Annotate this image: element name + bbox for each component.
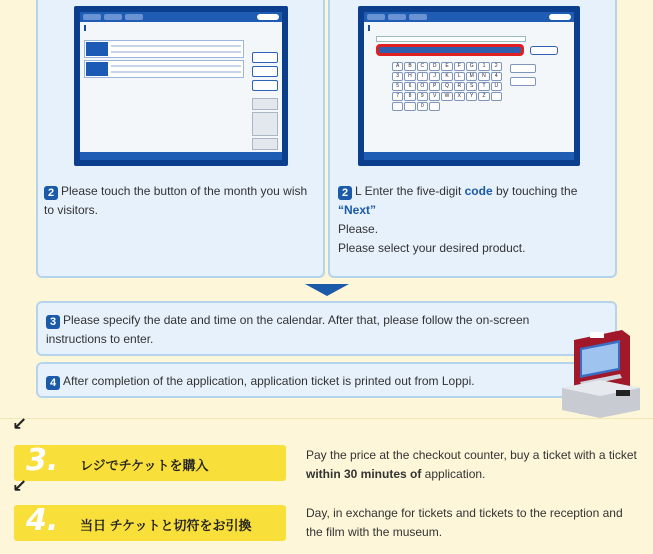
- step-4-panel: [36, 362, 617, 398]
- next-page-button[interactable]: [252, 138, 278, 150]
- stage-4-description: Day, in exchange for tickets and tickets to the reception and the film with the museum.: [306, 506, 623, 539]
- screen-title-bar: [368, 25, 570, 31]
- keyboard-key[interactable]: 6: [404, 82, 415, 91]
- keyboard-key[interactable]: J: [429, 72, 440, 81]
- month-button-1[interactable]: [252, 52, 278, 63]
- screen-footer-bar: [80, 152, 282, 160]
- next-word: “Next”: [338, 203, 377, 217]
- product-line: [111, 51, 241, 53]
- keyboard-key[interactable]: 0: [417, 102, 428, 111]
- keyboard-key[interactable]: 1: [478, 62, 489, 71]
- back-button-icon: [367, 14, 385, 20]
- back-button-icon: [83, 14, 101, 20]
- keyboard-key[interactable]: X: [454, 92, 465, 101]
- step-3-instruction: [46, 311, 586, 349]
- top-button-icon: [409, 14, 427, 20]
- keyboard-key[interactable]: 5: [392, 82, 403, 91]
- stage-label: レジでチケットを購入: [80, 458, 209, 473]
- keyboard-key[interactable]: 7: [392, 92, 403, 101]
- keyboard-key[interactable]: P: [429, 82, 440, 91]
- keyboard-key[interactable]: C: [417, 62, 428, 71]
- keyboard-key[interactable]: E: [441, 62, 452, 71]
- product-option-2[interactable]: [84, 60, 244, 78]
- loppi-screen-product-list: [74, 6, 288, 166]
- keyboard-key[interactable]: I: [417, 72, 428, 81]
- desc-pre: Pay the price at the checkout counter, buy a ticket with a ticket: [306, 448, 637, 462]
- keyboard-key[interactable]: L: [454, 72, 465, 81]
- keyboard-key[interactable]: A: [392, 62, 403, 71]
- step-2-code-instruction: [338, 182, 613, 258]
- code-input-field[interactable]: [376, 44, 524, 56]
- keyboard-key[interactable]: H: [404, 72, 415, 81]
- product-line: [111, 71, 241, 73]
- step-number-badge: 2: [44, 186, 58, 200]
- page-indicator: [252, 112, 278, 136]
- keyboard-key[interactable]: N: [478, 72, 489, 81]
- keyboard-key[interactable]: V: [429, 92, 440, 101]
- step-text-prefix: L Enter the five-digit: [355, 184, 465, 198]
- keyboard-key[interactable]: W: [441, 92, 452, 101]
- step-text-mid: by touching the: [492, 184, 578, 198]
- screen-subtitle-bar: [86, 32, 276, 37]
- stage-3-header: [14, 445, 286, 481]
- month-button-2[interactable]: [252, 66, 278, 77]
- month-button-3[interactable]: [252, 80, 278, 91]
- product-tag-icon: [86, 42, 108, 56]
- step-panel-month: [36, 0, 325, 278]
- help-button-icon: [549, 14, 571, 20]
- top-button-icon: [125, 14, 143, 20]
- keyboard-key[interactable]: G: [466, 62, 477, 71]
- screen-footer-bar: [364, 152, 574, 160]
- stage-number: 4.: [26, 503, 59, 538]
- keyboard-key[interactable]: S: [466, 82, 477, 91]
- desc-bold: within 30 minutes of: [306, 467, 422, 481]
- keyboard-key[interactable]: [429, 102, 440, 111]
- search-note-bar: [376, 36, 526, 42]
- keyboard-key[interactable]: K: [441, 72, 452, 81]
- keyboard-key[interactable]: 4: [491, 72, 502, 81]
- desc-post: application.: [421, 467, 486, 481]
- code-keyboard: [392, 62, 502, 111]
- keyboard-key[interactable]: O: [417, 82, 428, 91]
- stage-4-header: [14, 505, 286, 541]
- step-number-badge: 3: [46, 315, 60, 329]
- menu-button-icon: [104, 14, 122, 20]
- keyboard-key[interactable]: R: [454, 82, 465, 91]
- code-word: code: [464, 184, 493, 198]
- keyboard-key[interactable]: [392, 102, 403, 111]
- screen-title-bar: [84, 25, 278, 31]
- keyboard-key[interactable]: Y: [466, 92, 477, 101]
- prev-page-button[interactable]: [252, 98, 278, 110]
- loppi-machine-icon: [560, 326, 642, 418]
- step-panel-code: [328, 0, 617, 278]
- keyboard-key[interactable]: [404, 102, 415, 111]
- clear-all-button[interactable]: [510, 77, 536, 86]
- step-text-line3: Please select your desired product.: [338, 241, 526, 255]
- product-line: [111, 65, 241, 67]
- curl-arrow-icon: ↙: [12, 476, 28, 496]
- keyboard-key[interactable]: 9: [417, 92, 428, 101]
- keyboard-key[interactable]: [491, 92, 502, 101]
- keyboard-key[interactable]: Q: [441, 82, 452, 91]
- help-button-icon: [257, 14, 279, 20]
- keyboard-key[interactable]: M: [466, 72, 477, 81]
- step-number-badge: 4: [46, 376, 60, 390]
- menu-button-icon: [388, 14, 406, 20]
- product-tag-icon: [86, 62, 108, 76]
- keyboard-key[interactable]: 8: [404, 92, 415, 101]
- product-line: [111, 45, 241, 47]
- keyboard-side-buttons: [510, 64, 536, 86]
- stage-3-description: [306, 446, 641, 484]
- step-2-month-instruction: [44, 182, 314, 220]
- next-button[interactable]: [530, 46, 558, 55]
- step-number-badge: 2: [338, 186, 352, 200]
- keyboard-key[interactable]: D: [429, 62, 440, 71]
- keyboard-key[interactable]: B: [404, 62, 415, 71]
- down-arrow-icon: [305, 284, 349, 296]
- loppi-screen-code-search: [358, 6, 580, 166]
- step-4-instruction: [46, 372, 566, 391]
- delete-one-button[interactable]: [510, 64, 536, 73]
- stage-number: 3.: [26, 443, 59, 478]
- step-text: After completion of the application, application ticket is printed out from Loppi.: [63, 374, 475, 388]
- curl-arrow-icon: ↙: [12, 414, 28, 434]
- step-text: Please specify the date and time on the calendar. After that, please follow the on-screen instructions to enter.: [46, 313, 530, 346]
- keyboard-key[interactable]: F: [454, 62, 465, 71]
- screen-header-bar: [364, 12, 574, 22]
- stage-label: 当日 チケットと切符をお引換: [80, 518, 252, 533]
- step-text-line2: Please.: [338, 222, 379, 236]
- step-3-panel: [36, 301, 617, 356]
- keyboard-key[interactable]: U: [491, 82, 502, 91]
- keyboard-key[interactable]: T: [478, 82, 489, 91]
- step-text: Please touch the button of the month you wish to visitors.: [44, 184, 308, 217]
- keyboard-key[interactable]: 2: [491, 62, 502, 71]
- keyboard-key[interactable]: 3: [392, 72, 403, 81]
- product-option-1[interactable]: [84, 40, 244, 58]
- section-divider: [0, 418, 653, 419]
- keyboard-key[interactable]: Z: [478, 92, 489, 101]
- screen-header-bar: [80, 12, 282, 22]
